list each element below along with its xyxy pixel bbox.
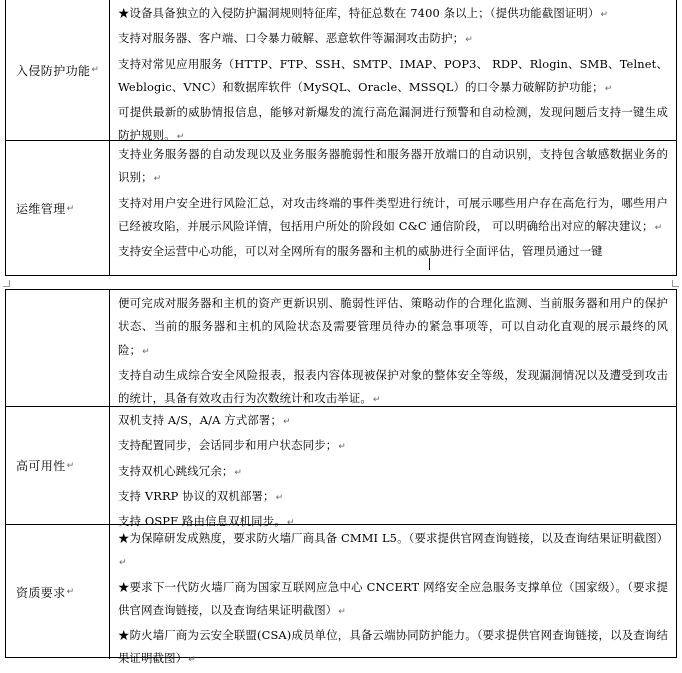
paragraph-text: 支持对服务器、客户端、口令暴力破解、恶意软件等漏洞攻击防护； [118,31,465,46]
paragraph-mark: ↵ [234,467,243,478]
paragraph-mark: ↵ [66,460,75,471]
table-row-intrusion-prevention [6,0,676,143]
paragraph-text: 支持安全运营中心功能，可以对全网所有的服务器和主机的威胁进行全面评估，管理员通过一键 [118,244,603,259]
paragraph-text: 支持双机心跳线冗余； [118,463,234,478]
paragraph-text: 支持配置同步，会话同步和用户状态同步； [118,438,338,453]
paragraph-text: ★为保障研发成熟度，要求防火墙厂商具备 CMMI L5。（要求提供官网查询链接，以及查询结果证明截图） [118,531,669,545]
paragraph-mark: ↵ [465,35,473,46]
paragraph-text: ★设备具备独立的入侵防护漏洞规则特征库，特征总数在 7400 条以上；（提供功能截图证明） [118,6,600,20]
spec-table-part-1 [5,0,677,276]
paragraph-mark: ↵ [654,222,663,233]
paragraph-text: 支持 OSPF 路由信息双机同步。 [118,514,286,529]
paragraph-mark: ↵ [338,442,346,453]
content-paragraph [118,292,668,364]
content-paragraph [118,576,668,625]
paragraph-mark: ↵ [372,395,381,406]
row-content-qualification [110,525,676,666]
table-row-qualification [6,524,676,666]
paragraph-mark: ↵ [286,518,295,529]
row-content-operations-continued [110,290,676,406]
paragraph-text: 可提供最新的威胁情报信息，能够对新爆发的流行高危漏洞进行预警和自动检测，发现问题后支持一键生成防护规则。 [118,105,668,143]
page-break [0,276,682,289]
spec-table-part-2 [5,289,677,666]
row-content-intrusion-prevention [110,0,676,143]
row-label-high-availability: 高可用性 ↵ [6,407,110,524]
row-label-empty [6,290,110,406]
row-content-high-availability [110,407,676,529]
paragraph-text: 双机支持 A/S，A/A 方式部署； [118,413,283,427]
paragraph-text: 便可完成对服务器和主机的资产更新识别、脆弱性评估、策略动作的合理化监测、当前服务器和用户的保护状态、当前的服务器和主机的风险状态及需要管理员待办的紧急事项等，可以自动化直观的展示最终的风险； [118,296,668,357]
content-paragraph [118,2,668,27]
paragraph-mark: ↵ [283,417,291,427]
content-paragraph [118,143,668,192]
paragraph-mark: ↵ [176,132,185,143]
paragraph-mark: ↵ [275,492,284,503]
paragraph-mark: ↵ [91,65,100,75]
content-paragraph [118,27,668,52]
paragraph-text: 支持对用户安全进行风险汇总，对攻击终端的事件类型进行统计，可展示哪些用户存在高危行为，哪些用户已经被攻陷，并展示风险详情，包括用户所处的阶段如 C&C 通信阶段， 可以明确给出对应的解决建议； [118,195,668,233]
paragraph-text: ★防火墙厂商为云安全联盟(CSA)成员单位，具备云端协同防护能力。（要求提供官网查询链接，以及查询结果证明截图） [118,628,668,666]
row-content-operations [110,141,676,276]
paragraph-mark: ↵ [66,587,75,597]
paragraph-mark: ↵ [66,203,75,214]
table-row-high-availability [6,406,676,529]
content-paragraph [118,409,668,434]
paragraph-mark: ↵ [604,83,613,94]
paragraph-mark: ↵ [142,346,150,357]
content-paragraph [118,624,668,673]
content-paragraph [118,192,668,241]
paragraph-text: 支持对常见应用服务（HTTP、FTP、SSH、SMTP、IMAP、POP3、 RDP、Rlogin、SMB、Telnet、Weblogic、VNC）和数据库软件（MySQL、Oracle、MSSQL）的口令暴力破解防护功能； [118,56,668,94]
paragraph-mark: ↵ [600,10,609,20]
paragraph-text: ★要求下一代防火墙厂商为国家互联网应急中心 CNCERT 网络安全应急服务支撑单位（国家级）。（要求提供官网查询链接，以及查询结果证明截图） [118,579,668,617]
content-paragraph [118,434,668,459]
content-paragraph [118,240,668,263]
row-label-intrusion-prevention: 入侵防护功能 ↵ [6,0,110,140]
paragraph-mark: ↵ [153,174,162,185]
paragraph-text: 支持 VRRP 协议的双机部署； [118,488,275,503]
paragraph-mark: ↵ [119,558,127,569]
content-paragraph [118,485,668,510]
text-cursor [429,258,430,270]
row-label-qualification: 资质要求 ↵ [6,525,110,659]
row-label-operations: 运维管理 ↵ [6,141,110,276]
content-paragraph [118,527,668,576]
content-paragraph [118,53,668,102]
paragraph-mark: ↵ [338,606,346,617]
table-row-operations [6,140,676,276]
paragraph-text: 支持业务服务器的自动发现以及业务服务器脆弱性和服务器开放端口的自动识别，支持包含敏感数据业务的识别； [118,147,668,185]
paragraph-mark: ↵ [188,655,196,666]
paragraph-text: 支持自动生成综合安全风险报表，报表内容体现被保护对象的整体安全等级，发现漏洞情况以及遭受到攻击的统计，具备有效攻击行为次数统计和攻击举证。 [118,367,668,406]
content-paragraph [118,460,668,485]
table-row-operations-continued [6,290,676,406]
